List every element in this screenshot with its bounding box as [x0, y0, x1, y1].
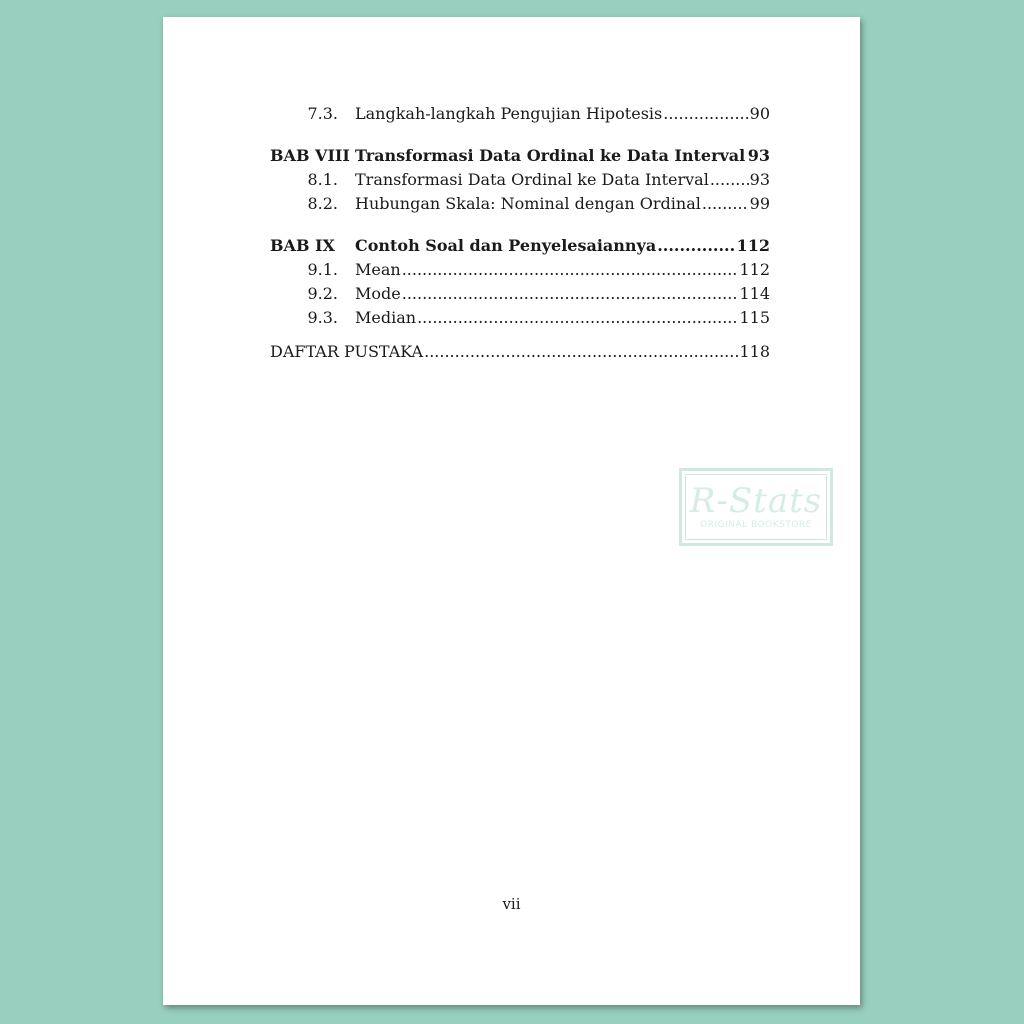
toc-entry-number: 9.1.: [307, 260, 338, 279]
toc-entry-page: 114: [739, 284, 770, 303]
toc-entry-title: Mode: [355, 284, 401, 303]
toc-entry-page: 99: [749, 194, 770, 213]
toc-entry-page: 112: [739, 260, 770, 279]
dot-leader: [746, 146, 747, 165]
dot-leader: [702, 194, 749, 213]
toc-entry-title: Median: [355, 308, 417, 327]
chapter-title: Contoh Soal dan Penyelesaiannya: [355, 236, 657, 255]
dot-leader: [402, 260, 739, 279]
toc-entry-number: 9.2.: [307, 284, 338, 303]
toc-entry-number: 9.3.: [307, 308, 338, 327]
toc-entry-number: 8.2.: [307, 194, 338, 213]
toc-entry-number: 7.3.: [307, 104, 338, 123]
toc-entry-title: Transformasi Data Ordinal ke Data Interval: [355, 170, 709, 189]
chapter-page: 112: [736, 236, 770, 255]
bibliography-page: 118: [739, 342, 770, 361]
toc-bibliography: [270, 342, 770, 366]
toc-entry: [270, 104, 770, 128]
toc-entry-title: Langkah-langkah Pengujian Hipotesis: [355, 104, 663, 123]
toc-entry: [270, 260, 770, 284]
table-of-contents: [270, 104, 770, 366]
toc-entry-page: 90: [749, 104, 770, 123]
toc-entry-page: 93: [749, 170, 770, 189]
bookstore-watermark: [679, 468, 833, 546]
toc-chapter-9: [270, 236, 770, 260]
toc-entry: [270, 284, 770, 308]
toc-entry-title: Hubungan Skala: Nominal dengan Ordinal: [355, 194, 701, 213]
document-page: [163, 17, 860, 1005]
toc-entry: [270, 170, 770, 194]
page-number: vii: [502, 895, 521, 913]
dot-leader: [710, 170, 749, 189]
toc-entry: [270, 308, 770, 332]
chapter-number: BAB IX: [270, 236, 335, 255]
toc-entry-number: 8.1.: [307, 170, 338, 189]
bibliography-title: DAFTAR PUSTAKA: [270, 342, 424, 361]
dot-leader: [657, 236, 735, 255]
chapter-title: Transformasi Data Ordinal ke Data Interval: [355, 146, 746, 165]
toc-entry: [270, 194, 770, 218]
toc-entry-page: 115: [739, 308, 770, 327]
dot-leader: [663, 104, 748, 123]
dot-leader: [417, 308, 738, 327]
chapter-number: BAB VIII: [270, 146, 350, 165]
watermark-subtitle: ORIGINAL BOOKSTORE: [700, 520, 812, 530]
toc-chapter-8: [270, 146, 770, 170]
watermark-logo: R-Stats: [689, 481, 823, 521]
dot-leader: [424, 342, 738, 361]
dot-leader: [402, 284, 739, 303]
toc-entry-title: Mean: [355, 260, 401, 279]
chapter-page: 93: [747, 146, 770, 165]
